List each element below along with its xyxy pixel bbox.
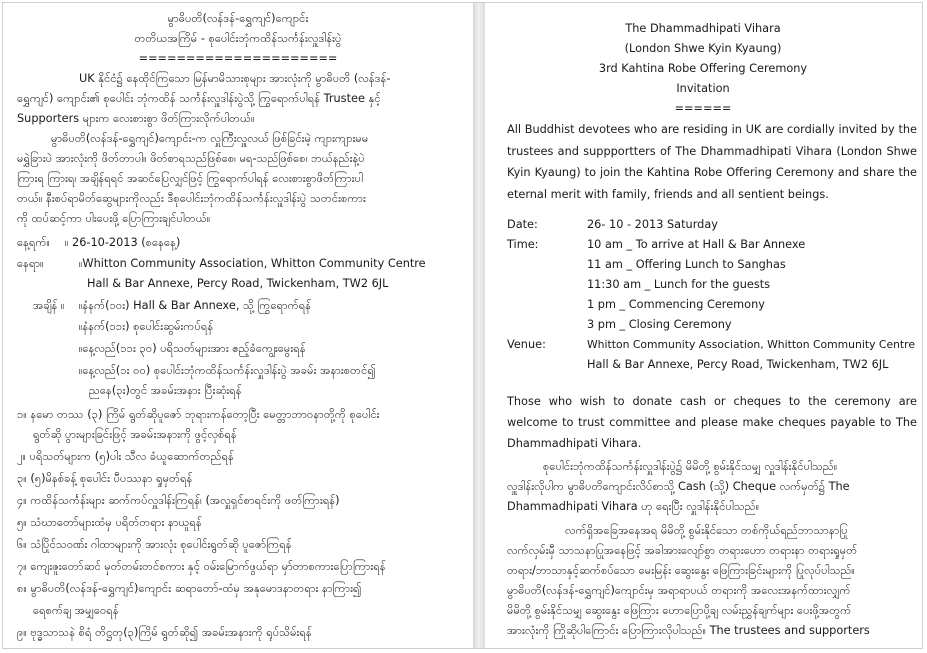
myanmar-intro-line: Supporters များက လေးစားစွာ ဖိတ်ကြားလိုက်ပါတယ်။ — [17, 112, 255, 125]
myanmar-closing-line: မွာဓိပတိ(လန်ဒန်-ရွှေကျင်)ကျောင်းမှ အရာရာပယ် တရားကို အလေးအနက်ထားလျှက် — [507, 584, 851, 597]
schedule-item: 11:30 am _ Lunch for the guests — [587, 278, 771, 291]
myanmar-program-item: ၂။ ပရိသတ်များက (၅)ပါး သီလ ခံယူဆောက်တည်ရန် — [17, 450, 234, 463]
document-spread — [2, 2, 923, 649]
myanmar-closing-line: မိမိတို့ စွမ်းနိုင်သမျှ ဆွေးနွေး ဖြေကြား ဟောပြောပို့ချ လမ်းညွှန်ချက်များ ပေးဖို့အတွက် — [507, 604, 852, 617]
myanmar-place-label: နေရာ။ — [17, 257, 44, 270]
myanmar-time-item: ။နေ့လည်(၁၁း ၃၀) ပရိသတ်များအား ဧည့်ခံကျွေးမွေးရန် — [79, 342, 306, 355]
myanmar-program-item: ၆။ သံပြိုင်သဝဏ်း ဂါထာများကို အားလုံး စုပေါင်းရွတ်ဆို ပူဇော်ကြရန် — [17, 538, 292, 551]
myanmar-program-item: ရွတ်ဆို ပွားများခြင်းဖြင့် အခမ်းအနားကို ဖွင့်လှစ်ရန် — [33, 428, 237, 441]
venue-label: Venue: — [507, 338, 546, 351]
myanmar-intro-line: ရွှေကျင်) ကျောင်း၏ စုပေါင်း ဘုံကထိန် သင်္ကန်းလှူဒါန်းပွဲသို့ ကြွရောက်ပါရန် Trustee နှင့် — [17, 92, 381, 105]
venue-line: Whitton Community Association, Whitton Community Centre — [587, 338, 916, 351]
myanmar-time-item: ညနေ(၃း)တွင် အခမ်းအနား ပြီးဆုံးရန် — [89, 384, 242, 397]
myanmar-date-value: ။ 26-10-2013 (စနေနေ့) — [65, 236, 181, 249]
myanmar-closing-line: တရား/ဘာသာနှင့်ဆက်စပ်သော မေးမြန်း ဆွေးနွေး ဖြေကြားခြင်းများကို ပြုလုပ်ပါသည်။ — [507, 564, 855, 577]
english-invitation-page — [485, 3, 921, 648]
vihara-alt-name: (London Shwe Kyin Kyaung) — [624, 42, 782, 55]
myanmar-place-line: ။Whitton Community Association, Whitton Community Centre — [79, 257, 426, 270]
myanmar-time-item: ။နံနက်(၁၁း) စုပေါင်းဆွမ်းကပ်ရန် — [79, 320, 214, 333]
myanmar-place-line: Hall & Bar Annexe, Percy Road, Twickenham, TW2 6JL — [87, 277, 389, 290]
myanmar-program-item: ၈။ မွာဓိပတိ(လန်ဒန်-ရွှေကျင်)ကျောင်း ဆရာတော်-ထံမှ အနုမောဒနာတရား နာကြား၍ — [17, 582, 362, 595]
date-label: Date: — [507, 218, 538, 231]
myanmar-donation-line: လှူဒါန်းလိုပါက မွာဓိပတိကျောင်းလိပ်စာသို့ Cash (သို့) Cheque လက်မှတ်၌ The — [507, 480, 850, 493]
myanmar-donation-line: Dhammadhipati Vihara ဟု ရေးပြီး လှူဒါန်းနိုင်ပါသည်။ — [507, 500, 760, 513]
myanmar-rule: ===================== — [138, 52, 338, 65]
page-gutter — [473, 3, 485, 648]
schedule-item: 10 am _ To arrive at Hall & Bar Annexe — [587, 238, 806, 251]
myanmar-program-item: ၃။ (၅)မိနစ်ခန့် စုပေါင်း ပီပဿနာ ရှုမှတ်ရန် — [17, 472, 193, 485]
schedule-item: 1 pm _ Commencing Ceremony — [587, 298, 765, 311]
english-rule: ====== — [674, 102, 732, 115]
venue-line: Hall & Bar Annexe, Percy Road, Twickenham, TW2 6JL — [587, 358, 889, 371]
myanmar-closing-line: အားလုံးကို ကြိုဆိုပါကြောင်း ပြောကြားလိုပါသည်။ The trustees and supporters — [507, 624, 870, 637]
myanmar-intro-line: ကြားရ ကြားရ၊ အချိန်ရရင် အဆင်ပြေလျှင်ဖြင့် ကြွရောက်ပါရန် လေးစားစွာဖိတ်ကြားပါ — [17, 172, 363, 185]
invitation-paragraph: All Buddhist devotees who are residing in UK are cordially invited by the trustees and suppportters of The Dhammadhipati Vihara (London Shwe Kyin Kyaung) to join the Kahtina Robe Offering Ceremony and share the eternal merit with family, friends and all sentient beings. — [507, 123, 917, 201]
myanmar-program-item: ၅။ သံဃာတော်များထံမှ ပရိတ်တရား နာယူရန် — [17, 516, 202, 529]
myanmar-title: မွာဓိပတိ(လန်ဒန်-ရွှေကျင်)ကျောင်း — [167, 12, 309, 25]
myanmar-date-label: နေ့ရက်။ — [17, 236, 50, 249]
myanmar-intro-line: UK နိုင်ငံ၌ နေထိုင်ကြသော မြန်မာမိသားစုများ အားလုံးကို မွာဓိပတိ (လန်ဒန်- — [79, 72, 391, 85]
myanmar-subtitle: တတိယအကြိမ် - စုပေါင်းဘုံကထိန်သင်္ကန်းလှူဒါန်းပွဲ — [134, 32, 342, 45]
myanmar-program-item: ၄။ ကထိန်သင်္ကန်းများ ဆက်ကပ်လှူဒါန်းကြရန်၊ (အလှူရှင်စာရင်းကို ဖတ်ကြားရန်) — [17, 494, 340, 507]
myanmar-invitation-page — [3, 3, 473, 648]
schedule-item: 11 am _ Offering Lunch to Sanghas — [587, 258, 786, 271]
myanmar-time-item: ။နံနက်(၁၀း) Hall & Bar Annexe, သို့ ကြွရောက်ရန် — [79, 299, 312, 312]
myanmar-program-item: ၇။ ကျေးဇူးတော်ဆင် မှတ်တမ်းတင်စကား နှင့် ဝမ်းမြောက်ဖွယ်ရာ မှာ်တာစကားပြောကြားရန် — [17, 560, 386, 573]
vihara-name: The Dhammadhipati Vihara — [625, 22, 781, 35]
date-value: 26- 10 - 2013 Saturday — [587, 218, 718, 231]
myanmar-intro-line: တယ်။ နီးစပ်ရာမိတ်ဆွေများကိုလည်း ဒီစုပေါင်းဘုံကထိန်သင်္ကန်းလှူဒါန်းပွဲ သတင်းစကား — [17, 192, 366, 205]
ceremony-title: 3rd Kahtina Robe Offering Ceremony — [598, 62, 808, 75]
myanmar-intro-line: ကို ထပ်ဆင့်ကာ ပါးပေးဖို့ ပြောကြားချင်ပါတယ်။ — [17, 212, 211, 225]
donation-paragraph: Those who wish to donate cash or cheques to the ceremony are welcome to trust committee and please make cheques payable to The Dhammadhipati Vihara. — [507, 395, 917, 450]
myanmar-donation-line: စုပေါင်းဘုံကထိန်သင်္ကန်းလှူဒါန်းပွဲ၌ မိမိတို့ စွမ်းနိုင်သမျှ လှူဒါန်းနိုင်ပါသည်။ — [543, 460, 838, 473]
myanmar-program-item: ရေစက်ချ အမျှဝေရန် — [33, 604, 119, 617]
time-label: Time: — [507, 238, 539, 251]
myanmar-intro-line: မွာဓိပတိ(လန်ဒန်-ရွှေကျင်)ကျောင်း-က လှူကြီးလှူလယ် ဖြစ်ခြင်းမဲ့ ကျားကျားမမ — [51, 132, 369, 145]
myanmar-closing-line: လက်ရှိအခြေအနေအရ မိမိတို့ စွမ်းနိုင်သော တစ်ကိုယ်ရည်ဘာသာနာပြု — [565, 524, 848, 537]
myanmar-program-item: ၉။ ဗုဒ္ဓသာသနဲ စိရံ တိဋ္ဌတု(၃)ကြိမ် ရွတ်ဆို၍ အခမ်းအနားကို ရုပ်သိမ်းရန် — [17, 626, 312, 639]
myanmar-closing-line: လက်လှမ်းမှီ သာသနာပြုအနေဖြင့် အခါအားလျော်စွာ တရားဟော တရားနာ တရားရှုမှတ် — [507, 544, 858, 557]
schedule-item: 3 pm _ Closing Ceremony — [587, 318, 732, 331]
myanmar-time-item: ။နေ့လည်(၁း ၀၀) စုပေါင်းဘုံကထိန်သင်္ကန်းလှူဒါန်းပွဲ အခမ်း အနားစတင်၍ — [79, 364, 376, 377]
myanmar-time-label: အချိန် ။ — [33, 299, 65, 312]
myanmar-intro-line: မရွှဲခြားပဲ အားလုံးကို ဖိတ်တာပါ။ ဖိတ်စာရသည်ဖြစ်စေ၊ မရ-သည်ဖြစ်စေ၊ ဘယ်နည်းနဲ့ပဲ — [17, 152, 365, 165]
myanmar-program-item: ၁။ နမော တဿ (၃) ကြိမ် ရွတ်ဆိုပူဇော် ဘုရားကန်တော့ပြီး မေတ္တာဘာဝနာတို့ကို စုပေါင်း — [17, 408, 380, 421]
invitation-heading: Invitation — [676, 82, 730, 95]
